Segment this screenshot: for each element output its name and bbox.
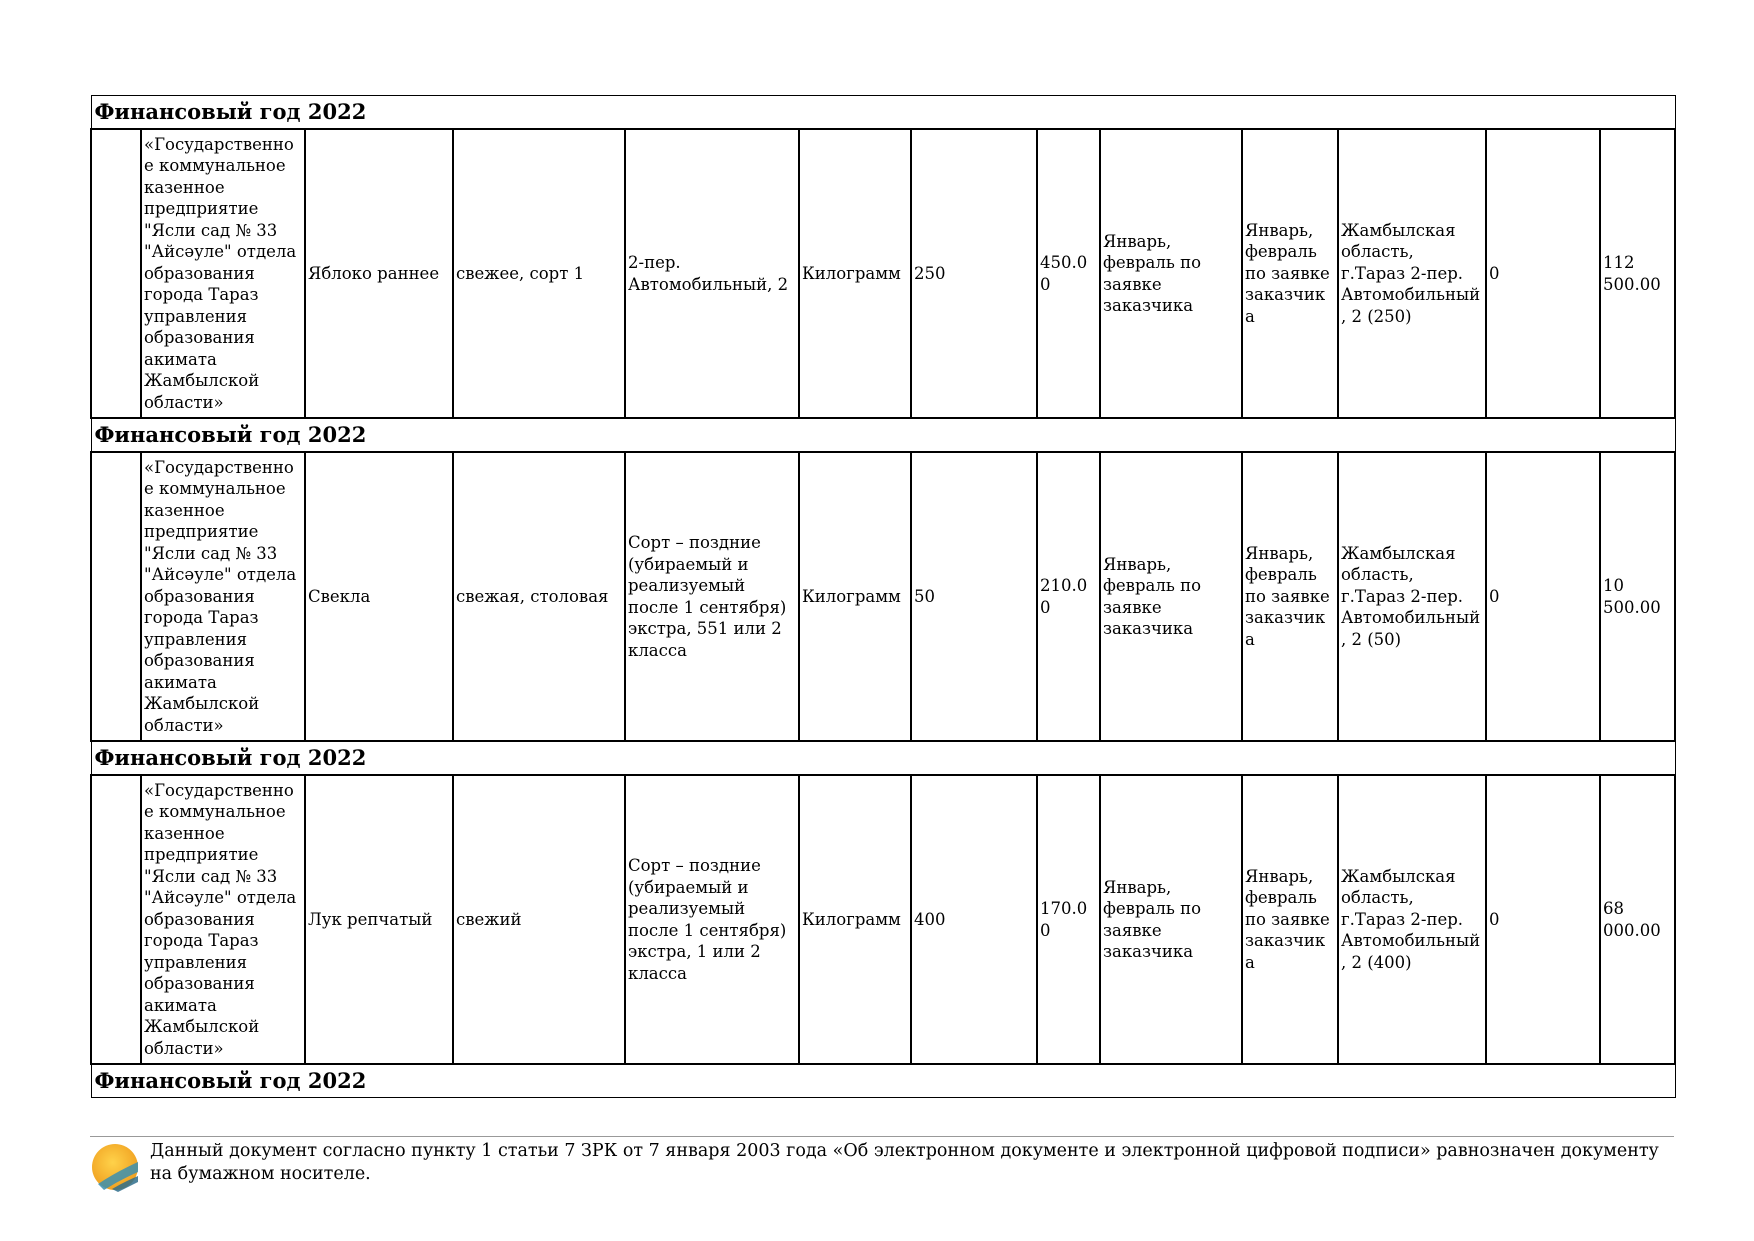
- delivery-place-cell: Жамбылская область, г.Тараз 2-пер. Автомобильный, 2 (250): [1338, 129, 1486, 418]
- unit-cell: Килограмм: [799, 775, 911, 1064]
- year-row: [91, 96, 1675, 130]
- item-extra-cell: Сорт – поздние (убираемый и реализуемый после 1 сентября) экстра, 551 или 2 класса: [625, 452, 799, 741]
- item-name-cell: Яблоко раннее: [305, 129, 453, 418]
- table-row: [91, 775, 1675, 1064]
- quantity-cell: 250: [911, 129, 1037, 418]
- price-cell: 210.00: [1037, 452, 1100, 741]
- egov-seal-icon: [90, 1142, 142, 1194]
- term-cell: Январь, февраль по заявке заказчика: [1100, 452, 1242, 741]
- customer-cell: «Государственное коммунальное казенное предприятие "Ясли сад № 33 "Айсәуле" отдела образования города Тараз управления образования акимата Жамбылской области»: [141, 129, 305, 418]
- row-number: [91, 452, 141, 741]
- legal-notice: Данный документ согласно пункту 1 статьи 7 ЗРК от 7 января 2003 года «Об электронном документе и электронной цифровой подписи» равнозначен документу на бумажном носителе.: [150, 1141, 1659, 1184]
- table-row: [91, 129, 1675, 418]
- quantity-cell: 400: [911, 775, 1037, 1064]
- customer-cell: «Государственное коммунальное казенное предприятие "Ясли сад № 33 "Айсәуле" отдела образования города Тараз управления образования акимата Жамбылской области»: [141, 452, 305, 741]
- total-cell: 68 000.00: [1600, 775, 1675, 1064]
- term2-cell: Январь, февраль по заявке заказчика: [1242, 452, 1338, 741]
- item-description-cell: свежий: [453, 775, 625, 1064]
- unit-cell: Килограмм: [799, 452, 911, 741]
- year-row: [91, 418, 1675, 452]
- term2-cell: Январь, февраль по заявке заказчика: [1242, 129, 1338, 418]
- term2-cell: Январь, февраль по заявке заказчика: [1242, 775, 1338, 1064]
- advance-cell: 0: [1486, 129, 1600, 418]
- item-description-cell: свежая, столовая: [453, 452, 625, 741]
- delivery-place-cell: Жамбылская область, г.Тараз 2-пер. Автомобильный, 2 (50): [1338, 452, 1486, 741]
- footer-divider: [90, 1136, 1674, 1137]
- total-cell: 10 500.00: [1600, 452, 1675, 741]
- item-name-cell: Свекла: [305, 452, 453, 741]
- fiscal-year-label: Финансовый год 2022: [91, 96, 1675, 130]
- customer-cell: «Государственное коммунальное казенное предприятие "Ясли сад № 33 "Айсәуле" отдела образования города Тараз управления образования акимата Жамбылской области»: [141, 775, 305, 1064]
- row-number: [91, 775, 141, 1064]
- fiscal-year-label: Финансовый год 2022: [91, 1064, 1675, 1098]
- table-row: [91, 452, 1675, 741]
- fiscal-year-label: Финансовый год 2022: [91, 741, 1675, 775]
- price-cell: 450.00: [1037, 129, 1100, 418]
- advance-cell: 0: [1486, 775, 1600, 1064]
- item-description-cell: свежее, сорт 1: [453, 129, 625, 418]
- term-cell: Январь, февраль по заявке заказчика: [1100, 775, 1242, 1064]
- footer: [90, 1140, 1674, 1194]
- advance-cell: 0: [1486, 452, 1600, 741]
- procurement-table: [90, 95, 1676, 1098]
- total-cell: 112 500.00: [1600, 129, 1675, 418]
- quantity-cell: 50: [911, 452, 1037, 741]
- delivery-place-cell: Жамбылская область, г.Тараз 2-пер. Автомобильный, 2 (400): [1338, 775, 1486, 1064]
- fiscal-year-label: Финансовый год 2022: [91, 418, 1675, 452]
- term-cell: Январь, февраль по заявке заказчика: [1100, 129, 1242, 418]
- year-row: [91, 1064, 1675, 1098]
- price-cell: 170.00: [1037, 775, 1100, 1064]
- unit-cell: Килограмм: [799, 129, 911, 418]
- item-name-cell: Лук репчатый: [305, 775, 453, 1064]
- row-number: [91, 129, 141, 418]
- item-extra-cell: Сорт – поздние (убираемый и реализуемый после 1 сентября) экстра, 1 или 2 класса: [625, 775, 799, 1064]
- item-extra-cell: 2-пер. Автомобильный, 2: [625, 129, 799, 418]
- year-row: [91, 741, 1675, 775]
